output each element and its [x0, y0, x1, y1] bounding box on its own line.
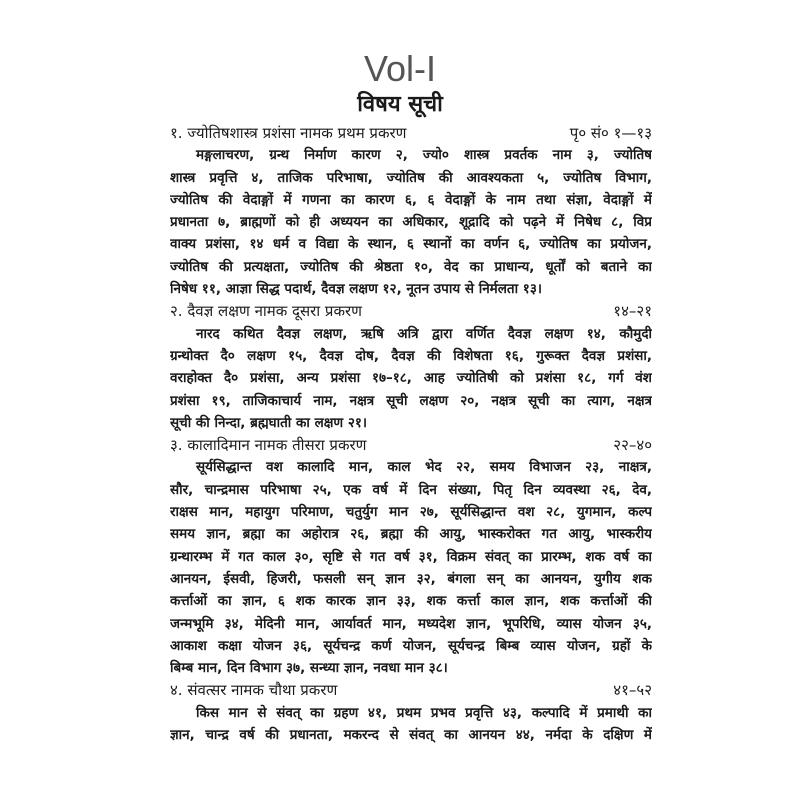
volume-label: Vol-I	[363, 48, 437, 89]
page-range: ४१–५२	[613, 681, 652, 700]
section-text-line: समय ज्ञान, ब्रह्मा का अहोरात्र २६, ब्रह्मा की आयु, भास्करोक्त गत आयु, भास्करीय	[170, 526, 652, 543]
section-heading	[170, 434, 652, 456]
section-text-line: निषेध ११, आज्ञा सिद्ध पदार्थ, दैवज्ञ लक्षण १२, नूतन उपाय से निर्मलता १३।	[170, 281, 542, 298]
section-text-line: ज्योतिष की वेदाङ्गों में गणना का कारण ६, ६ वेदाङ्गों के नाम तथा संज्ञा, वेदाङ्गों में	[170, 191, 652, 208]
section-text-line: बिम्ब मान, दिन विभाग ३७, सन्ध्या ज्ञान, नवधा मान ३८।	[170, 660, 448, 677]
page-range: १४–२१	[613, 302, 652, 321]
section-title: १. ज्योतिषशास्त्र प्रशंसा नामक प्रथम प्रकरण	[170, 124, 407, 142]
section-title: ३. कालादिमान नामक तीसरा प्रकरण	[170, 436, 367, 455]
section-text-line: किस मान से संवत् का ग्रहण ४१, प्रथम प्रभव प्रवृत्ति ४३, कल्पादि में प्रमाथी का	[196, 704, 652, 721]
section-text-line: वाक्य प्रशंसा, १४ धर्म व विद्या के स्थान, ६ स्थानों का वर्णन ६, ज्योतिष का प्रयोजन,	[170, 236, 652, 253]
section-text-line: नारद कथित दैवज्ञ लक्षण, ऋषि अत्रि द्वारा वर्णित दैवज्ञ लक्षण १४, कौमुदी	[196, 325, 652, 342]
section-text-line: प्रशंसा १९, ताजिकाचार्य नाम, नक्षत्र सूची लक्षण २०, नक्षत्र सूची का त्याग, नक्षत्र	[170, 392, 652, 409]
section-text-line: प्रधानता ७, ब्राह्मणों को ही अध्ययन का अधिकार, शूद्रादि को पढ़ने में निषेध ८, विप्र	[170, 214, 652, 231]
section-text-line: जन्मभूमि ३४, मेदिनी मान, आर्यावर्त मान, मध्यदेश ज्ञान, भूपरिधि, व्यास योजन ३५,	[170, 615, 652, 632]
page-title: विषय सूची	[357, 92, 443, 117]
section-heading	[170, 679, 652, 701]
section-text-line: कर्त्ताओं का ज्ञान, ६ शक कारक ज्ञान ३३, शक कर्त्ता काल ज्ञान, शक कर्त्ताओं की	[170, 593, 652, 610]
section-text-line: आनयन, ईसवी, हिजरी, फसली सन् ज्ञान ३२, बंगला सन् का आनयन, युगीय शक	[170, 570, 652, 587]
section-text-line: राक्षस मान, महायुग परिमाण, चतुर्युग मान २७, सूर्यसिद्धान्त वश २८, युगमान, कल्प	[170, 504, 652, 521]
section-text-line: मङ्गलाचरण, ग्रन्थ निर्माण कारण २, ज्यो० शास्त्र प्रवर्तक नाम ३, ज्योतिष	[196, 147, 652, 164]
section-heading	[170, 122, 652, 144]
section-text-line: सूची की निन्दा, ब्रह्मघाती का लक्षण २१।	[170, 414, 368, 431]
section-title: २. दैवज्ञ लक्षण नामक दूसरा प्रकरण	[170, 302, 362, 321]
section-text-line: आकाश कक्षा योजन ३६, सूर्यचन्द्र कर्ण योजन, सूर्यचन्द्र बिम्ब व्यास योजन, ग्रहों के	[170, 637, 652, 654]
section-text-line: शास्त्र प्रवृत्ति ४, ताजिक परिभाषा, ज्योतिष की आवश्यकता ५, ज्योतिष विभाग,	[170, 169, 652, 186]
section-text-line: ज्योतिष की प्रत्यक्षता, ज्योतिष की श्रेष्ठता १०, वेद का प्राधान्य, धूर्तों को बताने का	[170, 258, 652, 275]
page-range: २२–४०	[613, 436, 652, 455]
page-range: पृ० सं० १—१३	[569, 124, 652, 142]
section-text-line: वराहोक्त दै० प्रशंसा, अन्य प्रशंसा १७–१८, आह ज्योतिषी को प्रशंसा १८, गर्ग वंश	[170, 370, 652, 387]
section-text-line: ज्ञान, चान्द्र वर्ष की प्रधानता, मकरन्द से संवत् का आनयन ४४, नर्मदा के दक्षिण में	[170, 727, 652, 744]
section-text-line: सौर, चान्द्रमास परिभाषा २५, एक वर्ष में दिन संख्या, पितृ दिन व्यवस्था २६, देव,	[170, 481, 652, 498]
section-heading	[170, 300, 652, 322]
table-of-contents	[170, 122, 652, 746]
section-text-line: सूर्यसिद्धान्त वश कालादि मान, काल भेद २२, समय विभाजन २३, नाक्षत्र,	[196, 459, 652, 476]
section-title: ४. संवत्सर नामक चौथा प्रकरण	[170, 681, 338, 700]
section-text-line: ग्रन्थोक्त दै० लक्षण १५, दैवज्ञ दोष, दैवज्ञ की विशेषता १६, गुरूक्त दैवज्ञ प्रशंसा,	[170, 347, 652, 364]
section-text-line: ग्रन्थारम्भ में गत काल ३०, सृष्टि से गत वर्ष ३१, विक्रम संवत् का प्रारम्भ, शक वर्ष का	[170, 548, 652, 565]
